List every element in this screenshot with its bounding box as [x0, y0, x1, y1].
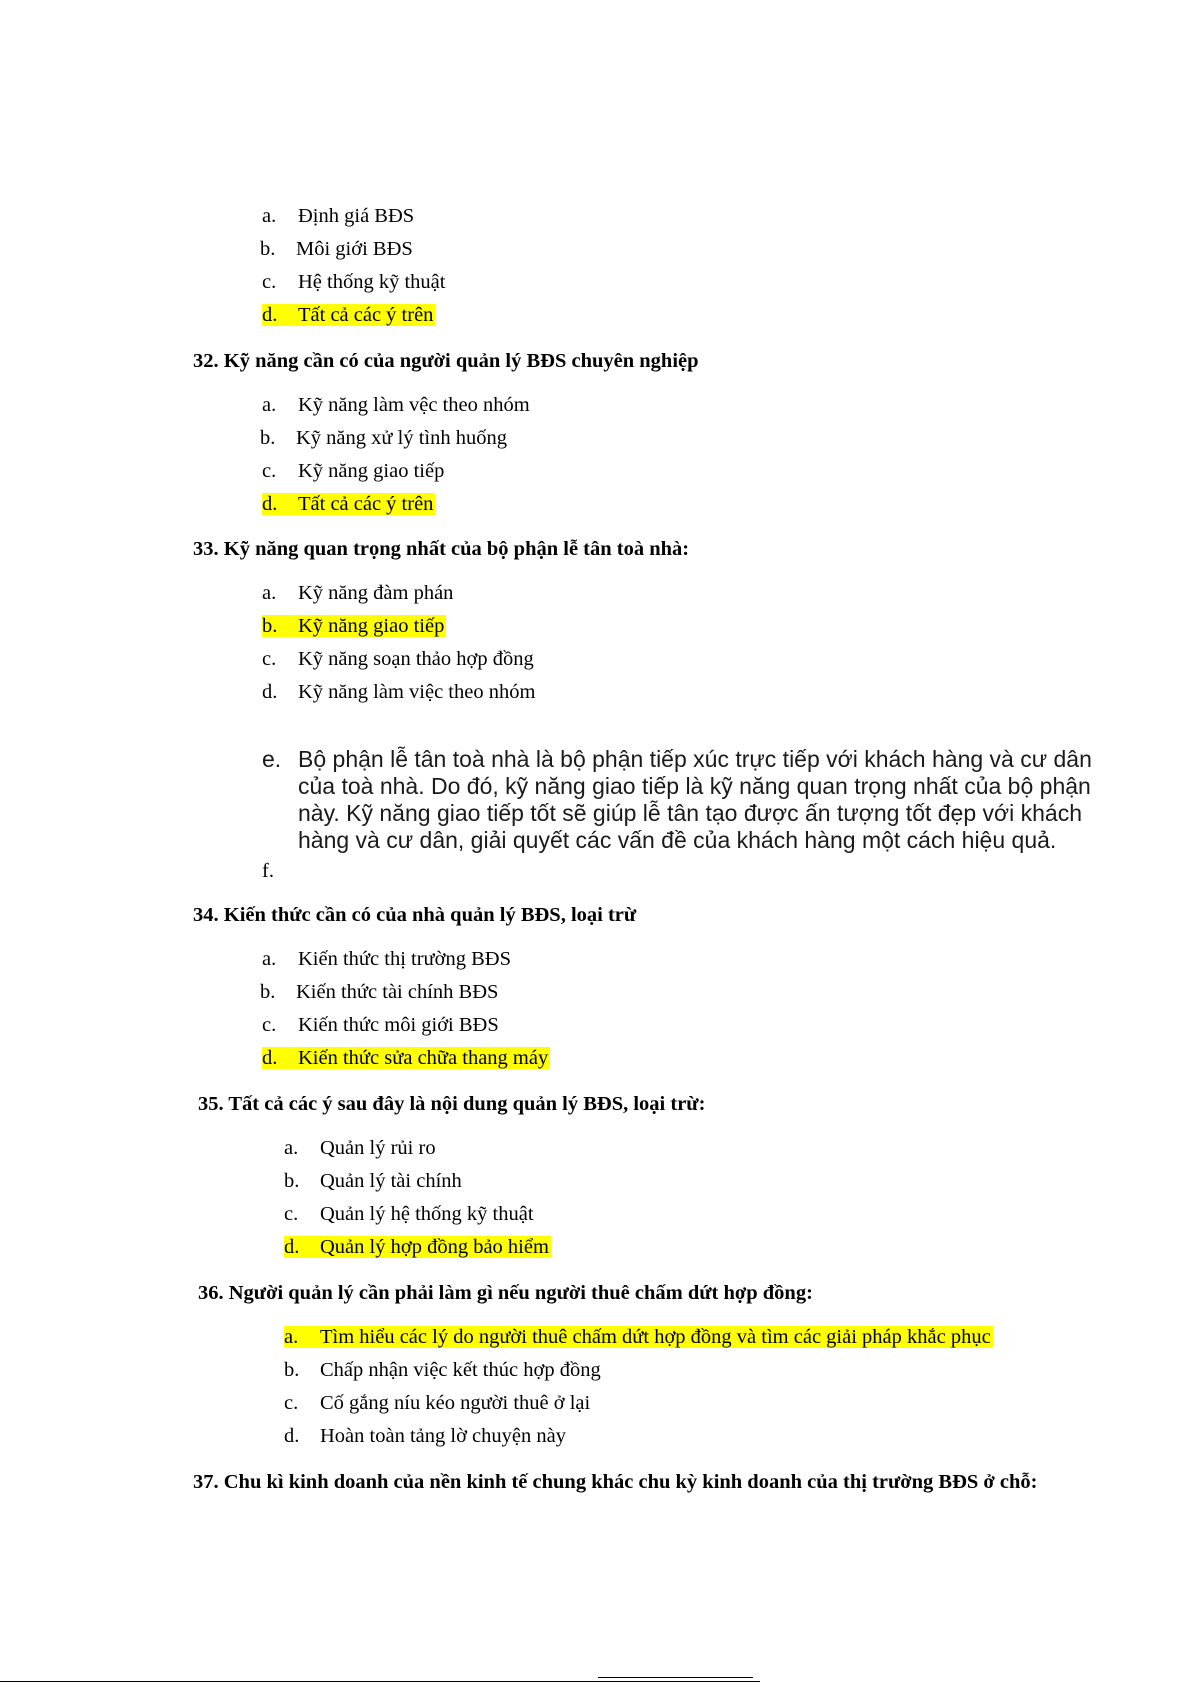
question-36-title: 36. Người quản lý cần phải làm gì nếu người thuê chấm dứt hợp đồng:: [198, 1282, 813, 1304]
q31-option-a-inner: [262, 205, 414, 227]
q33-option-b: [262, 613, 446, 639]
question-34-title: 34. Kiến thức cần có của nhà quản lý BĐS, loại trừ: [193, 904, 637, 926]
q34-option-d: [262, 1045, 550, 1071]
option-letter: a.: [262, 205, 277, 227]
q33-option-d: [262, 679, 535, 705]
option-letter: a.: [262, 582, 277, 604]
option-letter: c.: [262, 271, 277, 293]
option-text: Kỹ năng xử lý tình huống: [296, 427, 507, 449]
option-letter: d.: [262, 304, 278, 326]
page-bottom-rule: [0, 1681, 760, 1682]
page-bottom-rule-segment: [598, 1677, 753, 1678]
option-letter: b.: [260, 981, 276, 1003]
answer-highlight: [262, 304, 435, 326]
q34-option-a: [262, 946, 511, 972]
q33-explanation: [262, 746, 1122, 854]
answer-highlight: [262, 1047, 550, 1069]
answer-highlight: [262, 615, 446, 637]
option-text: Kỹ năng đàm phán: [298, 582, 454, 604]
option-letter: a.: [284, 1326, 299, 1348]
option-text: Định giá BĐS: [298, 205, 415, 227]
explanation-letter: e.: [262, 746, 282, 772]
option-text: Quản lý tài chính: [320, 1170, 462, 1192]
option-letter: b.: [284, 1359, 300, 1381]
option-text: Kiến thức tài chính BĐS: [296, 981, 499, 1003]
option-letter: b.: [284, 1170, 300, 1192]
option-letter: b.: [260, 427, 276, 449]
answer-highlight: [262, 493, 435, 515]
option-text: Quản lý hệ thống kỹ thuật: [320, 1203, 534, 1225]
option-text: Tìm hiểu các lý do người thuê chấm dứt hợp đồng và tìm các giải pháp khắc phục: [320, 1326, 991, 1348]
option-letter: b.: [260, 238, 276, 260]
question-35-title: 35. Tất cả các ý sau đây là nội dung quản lý BĐS, loại trừ:: [198, 1093, 706, 1115]
q32-option-a: [262, 392, 530, 418]
q33-option-c: [262, 646, 534, 672]
q36-option-d: [284, 1423, 566, 1449]
option-text: Kỹ năng soạn thảo hợp đồng: [298, 648, 534, 670]
q32-option-d: [262, 491, 435, 517]
option-letter: d.: [262, 681, 278, 703]
question-32-title: 32. Kỹ năng cần có của người quản lý BĐS chuyên nghiệp: [193, 350, 699, 372]
q34-option-c: [262, 1012, 499, 1038]
option-letter: a.: [262, 394, 277, 416]
option-letter: a.: [262, 948, 277, 970]
q31-option-a: [262, 203, 414, 229]
option-text: Hoàn toàn tảng lờ chuyện này: [320, 1425, 566, 1447]
q31-option-c: [262, 269, 445, 295]
option-letter: c.: [262, 460, 277, 482]
option-text: Kỹ năng làm việc theo nhóm: [298, 681, 536, 703]
option-letter: d.: [284, 1236, 300, 1258]
q35-option-c: [284, 1201, 534, 1227]
option-text: Môi giới BĐS: [296, 238, 413, 260]
option-text: Kỹ năng làm vệc theo nhóm: [298, 394, 530, 416]
option-letter: c.: [284, 1203, 299, 1225]
option-text: Kỹ năng giao tiếp: [298, 615, 445, 637]
option-letter: c.: [262, 648, 277, 670]
q35-option-d: [284, 1234, 551, 1260]
option-text: Tất cả các ý trên: [298, 493, 434, 515]
option-text: Chấp nhận việc kết thúc hợp đồng: [320, 1359, 601, 1381]
option-text: Kiến thức sửa chữa thang máy: [298, 1047, 549, 1069]
q36-option-c: [284, 1390, 590, 1416]
option-text: Kiến thức thị trường BĐS: [298, 948, 511, 970]
option-text: Quản lý rủi ro: [320, 1137, 436, 1159]
q35-option-b: [284, 1168, 462, 1194]
option-letter: a.: [284, 1137, 299, 1159]
option-letter: b.: [262, 615, 278, 637]
option-letter: c.: [284, 1392, 299, 1414]
q35-option-a: [284, 1135, 436, 1161]
option-text: Hệ thống kỹ thuật: [298, 271, 446, 293]
option-text: Kiến thức môi giới BĐS: [298, 1014, 499, 1036]
answer-highlight: [284, 1236, 551, 1258]
explanation-text: Bộ phận lễ tân toà nhà là bộ phận tiếp xúc trực tiếp với khách hàng và cư dân của toà nhà. Do đó, kỹ năng giao tiếp là kỹ năng quan trọng nhất của bộ phận này. Kỹ năng giao tiếp tốt sẽ giúp lễ tân tạo được ấn tượng tốt đẹp với khách hàng và cư dân, giải quyết các vấn đề của khách hàng một cách hiệu quả.: [298, 746, 1092, 853]
q32-option-b: [260, 425, 507, 451]
option-letter: d.: [262, 493, 278, 515]
empty-item-f: f.: [262, 860, 274, 882]
q36-option-b: [284, 1357, 601, 1383]
option-text: Cố gắng níu kéo người thuê ở lại: [320, 1392, 591, 1414]
option-text: Tất cả các ý trên: [298, 304, 434, 326]
option-text: Kỹ năng giao tiếp: [298, 460, 445, 482]
answer-highlight: [284, 1326, 993, 1348]
option-letter: c.: [262, 1014, 277, 1036]
option-letter: d.: [262, 1047, 278, 1069]
q31-option-d: [262, 302, 435, 328]
q34-option-b: [260, 979, 498, 1005]
question-33-title: 33. Kỹ năng quan trọng nhất của bộ phận lễ tân toà nhà:: [193, 538, 690, 560]
option-letter: d.: [284, 1425, 300, 1447]
option-text: Quản lý hợp đồng bảo hiểm: [320, 1236, 549, 1258]
question-37-title: 37. Chu kì kinh doanh của nền kinh tế chung khác chu kỳ kinh doanh của thị trường BĐS ở chỗ:: [193, 1471, 1038, 1493]
q31-option-b: [260, 236, 413, 262]
q33-option-a: [262, 580, 453, 606]
q32-option-c: [262, 458, 444, 484]
q36-option-a: [284, 1324, 993, 1350]
